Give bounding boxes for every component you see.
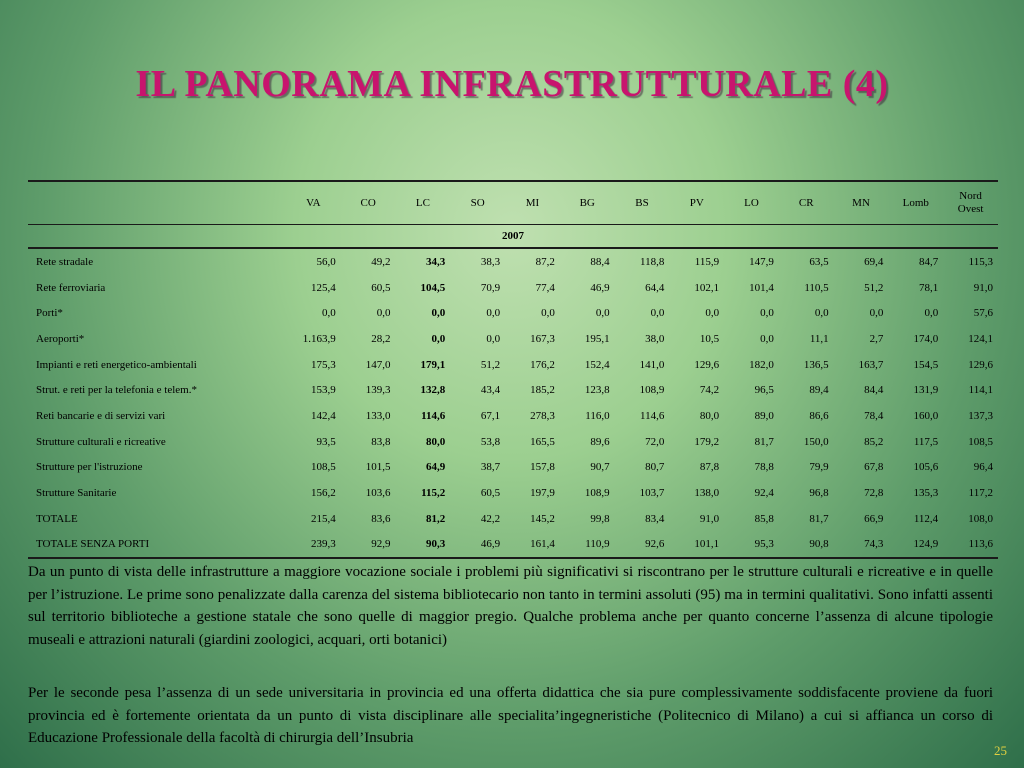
row-label: Porti* <box>36 307 63 320</box>
table-cell: 83,4 <box>645 512 665 525</box>
table-cell: 81,2 <box>426 512 446 525</box>
table-cell: 1.163,9 <box>302 332 336 345</box>
table-cell: 117,5 <box>913 435 939 448</box>
table-cell: 157,8 <box>530 461 555 474</box>
table-cell: 156,2 <box>311 487 336 500</box>
table-cell: 153,9 <box>311 384 336 397</box>
table-row <box>28 403 998 429</box>
table-cell: 38,0 <box>645 332 665 345</box>
table-cell: 0,0 <box>650 307 665 320</box>
table-cell: 96,4 <box>973 461 993 474</box>
table-cell: 176,2 <box>530 358 555 371</box>
table-cell: 179,1 <box>420 358 446 371</box>
table-cell: 46,9 <box>590 281 610 294</box>
table-cell: 129,6 <box>968 358 993 371</box>
row-label: Reti bancarie e di servizi vari <box>36 409 166 422</box>
table-cell: 83,6 <box>371 512 391 525</box>
table-cell: 57,6 <box>973 307 993 320</box>
table-cell: 90,3 <box>396 532 451 559</box>
table-cell: 69,4 <box>864 255 884 268</box>
table-row <box>28 480 998 506</box>
table-row <box>28 429 998 455</box>
table-cell: 152,4 <box>584 358 610 371</box>
table-row <box>28 248 998 275</box>
table-year-row <box>28 225 998 249</box>
table-cell: 141,0 <box>639 358 665 371</box>
table-cell: 108,9 <box>639 384 665 397</box>
table-cell: 118,8 <box>640 255 665 268</box>
table-cell: 123,8 <box>584 384 610 397</box>
table-cell: 43,4 <box>480 384 501 397</box>
table-cell: 89,6 <box>590 435 610 448</box>
table-cell: 74,2 <box>699 384 720 397</box>
table-cell: 0,0 <box>376 307 391 320</box>
paragraph-cultural: Da un punto di vista delle infrastrutture a maggiore vocazione sociale i problemi più significativi si riscontrano per le strutture culturali e ricreative e in quelle per l’istruzione. Le prime sono penalizzate dalla carenza del sistema bibliotecario non tanto in termini assoluti (95) ma in termini qualitativi. Sono infatti assenti sul territorio biblioteche a gestione statale che sono quelle di maggior pregio. Qualche problema anche per quanto concerne l’assenza di alcune tipologie museali e attrazioni naturali (giardini zoologici, acquari, orti botanici) <box>28 564 993 648</box>
table-cell: 80,0 <box>426 435 446 448</box>
table-cell: 78,8 <box>754 461 774 474</box>
table-cell: 70,9 <box>480 281 501 294</box>
table-cell: 114,6 <box>421 409 446 422</box>
table-cell: 95,3 <box>724 532 779 559</box>
table-cell: 215,4 <box>311 512 336 525</box>
table-cell: 110,9 <box>560 532 615 559</box>
table-cell: 85,8 <box>754 512 774 525</box>
table-cell: 78,1 <box>918 281 939 294</box>
table-cell: 92,6 <box>615 532 670 559</box>
column-header: Nord Ovest <box>943 181 998 225</box>
table-cell: 90,7 <box>590 461 610 474</box>
year-header: 2007 <box>28 225 998 249</box>
infrastructure-table <box>28 180 998 559</box>
table-cell: 79,9 <box>809 461 829 474</box>
row-label: Impianti e reti energetico-ambientali <box>36 358 197 371</box>
table-cell: 147,9 <box>749 255 774 268</box>
row-label: TOTALE SENZA PORTI <box>28 532 286 559</box>
table-cell: 51,2 <box>864 281 884 294</box>
table-cell: 104,5 <box>420 281 446 294</box>
table-cell: 131,9 <box>913 384 939 397</box>
table-cell: 64,9 <box>426 461 446 474</box>
table-cell: 110,5 <box>804 281 829 294</box>
table-row <box>28 506 998 532</box>
infrastructure-table-container <box>28 180 998 559</box>
table-cell: 182,0 <box>749 358 774 371</box>
table-cell: 129,6 <box>694 358 720 371</box>
table-cell: 197,9 <box>530 487 555 500</box>
table-cell: 137,3 <box>968 409 993 422</box>
table-cell: 101,1 <box>669 532 724 559</box>
table-cell: 108,0 <box>968 512 993 525</box>
table-cell: 2,7 <box>869 332 884 345</box>
table-body <box>28 248 998 558</box>
column-header: BS <box>615 181 670 225</box>
table-cell: 88,4 <box>590 255 610 268</box>
row-label: Strut. e reti per la telefonia e telem.* <box>36 384 197 397</box>
table-row <box>28 275 998 301</box>
table-cell: 0,0 <box>924 307 939 320</box>
table-cell: 0,0 <box>486 307 501 320</box>
table-cell: 72,0 <box>645 435 665 448</box>
table-cell: 278,3 <box>530 409 555 422</box>
table-cell: 28,2 <box>371 332 391 345</box>
table-cell: 175,3 <box>311 358 336 371</box>
row-label: Rete stradale <box>36 255 94 268</box>
table-cell: 167,3 <box>530 332 555 345</box>
table-row <box>28 377 998 403</box>
table-cell: 105,6 <box>913 461 939 474</box>
column-header: Lomb <box>888 181 943 225</box>
table-cell: 11,1 <box>809 332 829 345</box>
table-cell: 90,8 <box>779 532 834 559</box>
table-row <box>28 352 998 378</box>
table-cell: 87,8 <box>699 461 720 474</box>
table-cell: 115,3 <box>968 255 993 268</box>
table-cell: 34,3 <box>426 255 446 268</box>
table-cell: 38,7 <box>480 461 501 474</box>
table-cell: 84,7 <box>918 255 939 268</box>
table-cell: 103,6 <box>365 487 391 500</box>
header-corner-cell <box>28 181 286 225</box>
row-label: Aeroporti* <box>36 332 85 345</box>
table-cell: 89,0 <box>754 409 774 422</box>
table-cell: 91,0 <box>699 512 720 525</box>
row-label: Rete ferroviaria <box>36 281 106 294</box>
table-cell: 0,0 <box>431 332 446 345</box>
table-cell: 115,2 <box>421 487 446 500</box>
table-cell: 85,2 <box>864 435 884 448</box>
table-cell: 64,4 <box>645 281 665 294</box>
table-cell: 0,0 <box>760 332 774 345</box>
table-cell: 174,0 <box>913 332 939 345</box>
table-cell: 99,8 <box>590 512 610 525</box>
table-cell: 46,9 <box>450 532 505 559</box>
table-cell: 112,4 <box>913 512 939 525</box>
table-cell: 102,1 <box>694 281 720 294</box>
table-cell: 138,0 <box>694 487 720 500</box>
table-cell: 92,9 <box>341 532 396 559</box>
slide-title: IL PANORAMA INFRASTRUTTURALE (4) <box>135 63 889 105</box>
table-cell: 53,8 <box>480 435 501 448</box>
table-cell: 136,5 <box>803 358 829 371</box>
table-row <box>28 532 998 559</box>
table-cell: 179,2 <box>694 435 720 448</box>
table-cell: 117,2 <box>968 487 993 500</box>
table-cell: 96,8 <box>809 487 829 500</box>
table-cell: 66,9 <box>864 512 884 525</box>
row-label: Strutture per l'istruzione <box>36 461 143 474</box>
table-cell: 124,1 <box>968 332 993 345</box>
table-cell: 0,0 <box>431 307 446 320</box>
column-header: MN <box>834 181 889 225</box>
table-cell: 0,0 <box>869 307 884 320</box>
table-row <box>28 326 998 352</box>
table-cell: 38,3 <box>480 255 501 268</box>
table-cell: 147,0 <box>365 358 391 371</box>
table-cell: 135,3 <box>913 487 939 500</box>
table-cell: 132,8 <box>420 384 446 397</box>
column-header: MI <box>505 181 560 225</box>
table-cell: 77,4 <box>535 281 555 294</box>
table-cell: 124,9 <box>888 532 943 559</box>
table-cell: 78,4 <box>864 409 884 422</box>
table-header-row <box>28 181 998 225</box>
table-cell: 93,5 <box>316 435 336 448</box>
table-cell: 185,2 <box>530 384 555 397</box>
table-cell: 239,3 <box>286 532 341 559</box>
table-cell: 67,1 <box>480 409 501 422</box>
table-cell: 154,5 <box>913 358 939 371</box>
table-cell: 125,4 <box>311 281 336 294</box>
row-label: Strutture culturali e ricreative <box>36 435 166 448</box>
table-cell: 51,2 <box>480 358 501 371</box>
table-row <box>28 455 998 481</box>
table-cell: 0,0 <box>322 307 336 320</box>
table-cell: 96,5 <box>754 384 774 397</box>
table-cell: 83,8 <box>371 435 391 448</box>
table-cell: 86,6 <box>809 409 829 422</box>
table-cell: 87,2 <box>535 255 555 268</box>
table-cell: 56,0 <box>316 255 336 268</box>
column-header: VA <box>286 181 341 225</box>
table-cell: 108,5 <box>311 461 336 474</box>
table-cell: 74,3 <box>834 532 889 559</box>
table-cell: 108,9 <box>584 487 610 500</box>
column-header: SO <box>450 181 505 225</box>
table-cell: 150,0 <box>803 435 829 448</box>
table-cell: 101,4 <box>749 281 774 294</box>
table-cell: 103,7 <box>639 487 665 500</box>
table-cell: 0,0 <box>486 332 501 345</box>
table-cell: 63,5 <box>809 255 829 268</box>
table-cell: 163,7 <box>858 358 884 371</box>
table-cell: 0,0 <box>595 307 610 320</box>
table-cell: 92,4 <box>754 487 774 500</box>
table-cell: 49,2 <box>371 255 391 268</box>
page-number: 25 <box>994 743 1007 758</box>
table-cell: 81,7 <box>754 435 774 448</box>
table-cell: 91,0 <box>973 281 993 294</box>
table-cell: 42,2 <box>480 512 501 525</box>
row-label: Strutture Sanitarie <box>36 487 117 500</box>
table-cell: 160,0 <box>913 409 939 422</box>
table-cell: 0,0 <box>705 307 720 320</box>
table-cell: 67,8 <box>864 461 884 474</box>
table-cell: 81,7 <box>809 512 829 525</box>
table-cell: 115,9 <box>694 255 720 268</box>
table-cell: 0,0 <box>541 307 555 320</box>
table-cell: 80,0 <box>699 409 720 422</box>
column-header: BG <box>560 181 615 225</box>
table-cell: 10,5 <box>699 332 720 345</box>
table-cell: 60,5 <box>371 281 391 294</box>
table-cell: 114,1 <box>968 384 993 397</box>
table-row <box>28 300 998 326</box>
row-label: TOTALE <box>36 512 78 525</box>
column-header: PV <box>669 181 724 225</box>
table-cell: 0,0 <box>760 307 774 320</box>
table-cell: 113,6 <box>943 532 998 559</box>
table-cell: 80,7 <box>645 461 665 474</box>
table-cell: 60,5 <box>480 487 501 500</box>
table-cell: 116,0 <box>585 409 610 422</box>
table-cell: 89,4 <box>809 384 829 397</box>
table-cell: 72,8 <box>864 487 884 500</box>
column-header: CO <box>341 181 396 225</box>
table-cell: 139,3 <box>365 384 391 397</box>
column-header: LO <box>724 181 779 225</box>
table-cell: 0,0 <box>814 307 829 320</box>
paragraph-education: Per le seconde pesa l’assenza di un sede universitaria in provincia ed una offerta didattica che sia pure complessivamente soddisfacente proviene da fuori provincia ed è fortemente orientata da un punto di vista disciplinare alle specialita’ingegneristiche (Politecnico di Milano) a cui si affianca un corso di Educazione Professionale della facoltà di chirurgia dell’Insubria <box>28 685 993 746</box>
table-cell: 114,6 <box>640 409 665 422</box>
table-cell: 108,5 <box>968 435 993 448</box>
table-cell: 133,0 <box>365 409 391 422</box>
column-header: LC <box>396 181 451 225</box>
column-header: CR <box>779 181 834 225</box>
table-cell: 195,1 <box>584 332 610 345</box>
table-cell: 84,4 <box>864 384 884 397</box>
table-cell: 101,5 <box>365 461 391 474</box>
table-cell: 165,5 <box>530 435 555 448</box>
table-cell: 161,4 <box>505 532 560 559</box>
table-cell: 142,4 <box>311 409 336 422</box>
table-cell: 145,2 <box>530 512 555 525</box>
